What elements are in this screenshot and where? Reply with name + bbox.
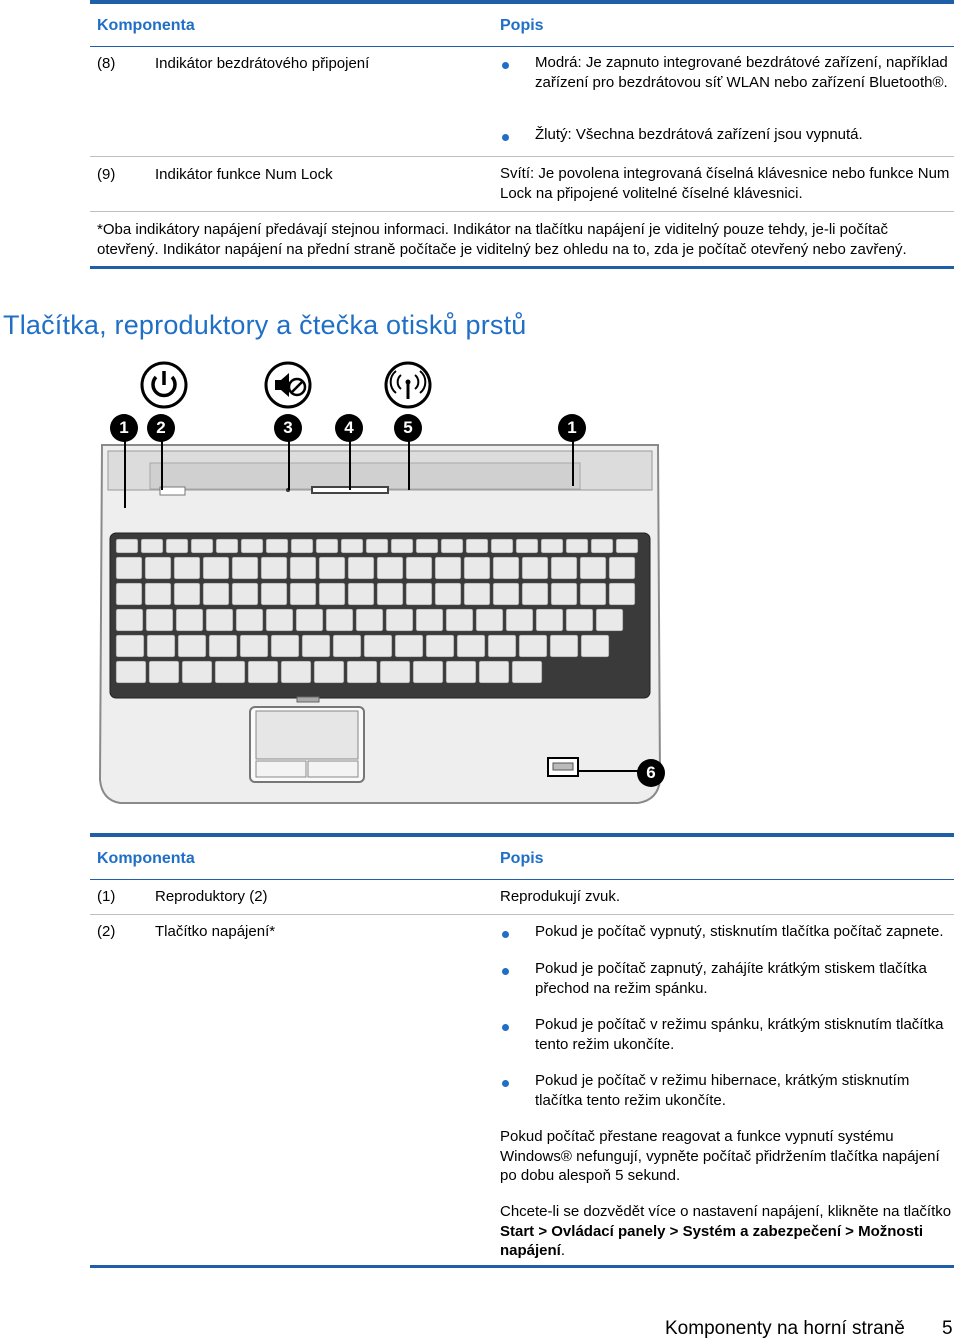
keyboard-key [446,661,476,683]
keyboard-key [232,583,258,605]
keyboard-key [116,661,146,683]
keyboard-key [416,609,443,631]
row-description: Svítí: Je povolena integrovaná číselná klávesnice nebo funkce Num Lock na připojené volitelné číselné klávesnici. [500,165,950,202]
keyboard-key [116,539,138,553]
keyboard-key [536,609,563,631]
callout-6: 6 [637,759,665,787]
callout-line [349,438,351,490]
table1-bottom-rule [90,266,954,269]
keyboard-key [147,635,175,657]
keyboard-key [551,557,577,579]
keyboard-key [386,609,413,631]
keyboard-key [296,609,323,631]
row-paragraph: Pokud počítač přestane reagovat a funkce vypnutí systému Windows® nefungují, vypněte počítač přidržením tlačítka napájení po dobu alespoň 5 sekund. [500,1128,940,1184]
table1-header [90,0,954,47]
row-number: (1) [97,888,116,905]
keyboard-key [261,557,287,579]
path-prefix: Chcete-li se dozvědět více o nastavení napájení, klikněte na tlačítko [500,1203,952,1220]
keyboard-key [203,557,229,579]
row-number: (8) [97,55,116,72]
row-component: Reproduktory (2) [155,888,268,905]
keyboard-key [506,609,533,631]
keyboard-key [541,539,563,553]
callout-3: 3 [274,414,302,442]
callout-4: 4 [335,414,363,442]
bullet-icon [502,968,509,975]
keyboard-key [174,583,200,605]
keyboard-key [377,583,403,605]
row-bullet: Modrá: Je zapnuto integrované bezdrátové zařízení, například zařízení pro bezdrátovou síť WLAN nebo zařízení Bluetooth®. [535,54,948,91]
keyboard-key [493,583,519,605]
keyboard-key [580,557,606,579]
keyboard-key [248,661,278,683]
bullet-icon [502,62,509,69]
keyboard-key [551,583,577,605]
row-number: (2) [97,923,116,940]
keyboard-key [176,609,203,631]
keyboard-key [326,609,353,631]
keyboard-key [116,635,144,657]
keyboard-key [426,635,454,657]
keyboard-key [314,661,344,683]
keyboard-key [476,609,503,631]
keyboard-key [566,539,588,553]
callout-5: 5 [394,414,422,442]
section-title: Tlačítka, reproduktory a čtečka otisků prstů [3,310,527,340]
keyboard-key [581,635,609,657]
path-suffix: . [560,1242,566,1259]
keyboard-key [341,539,363,553]
keyboard-key [216,539,238,553]
keyboard-key [291,539,313,553]
keyboard-key [356,609,383,631]
keyboard-key [391,539,413,553]
bullet-icon [502,134,509,141]
row-component: Indikátor bezdrátového připojení [155,55,370,72]
keyboard-key [348,557,374,579]
keyboard-key [406,557,432,579]
callout-line [161,438,163,490]
row-paragraph-path [500,1202,955,1261]
keyboard-key [178,635,206,657]
callout-line [408,438,410,490]
row-number: (9) [97,166,116,183]
bullet-icon [502,1024,509,1031]
page-number: 5 [942,1318,953,1339]
keyboard-key [522,583,548,605]
table2-header [90,833,954,880]
keyboard-key [609,583,635,605]
row-divider [90,914,954,915]
keyboard-key [281,661,311,683]
keyboard-key [203,583,229,605]
row-component: Indikátor funkce Num Lock [155,166,333,183]
keyboard-key [435,557,461,579]
bullet-icon [502,1080,509,1087]
keyboard-key [347,661,377,683]
keyboard-key [366,539,388,553]
keyboard-key [240,635,268,657]
keyboard-key [241,539,263,553]
keyboard-key [182,661,212,683]
keyboard-key [493,557,519,579]
keyboard-key [512,661,542,683]
keyboard-key [215,661,245,683]
power-icon [142,363,186,407]
keyboard-key [479,661,509,683]
keyboard-key [566,609,593,631]
row-bullet: Pokud je počítač zapnutý, zahájíte krátkým stiskem tlačítka přechod na režim spánku. [535,960,927,997]
keyboard-key [616,539,638,553]
keyboard-key [348,583,374,605]
keyboard-key [580,583,606,605]
keyboard-key [406,583,432,605]
keyboard-key [609,557,635,579]
keyboard-key [236,609,263,631]
wireless-icon [386,363,430,407]
keyboard-key [596,609,623,631]
keyboard-key [145,557,171,579]
keyboard-key [550,635,578,657]
keyboard-key [519,635,547,657]
path-menu: Start > Ovládací panely > Systém a zabezpečení > Možnosti napájení [500,1222,924,1259]
callout-line [288,438,290,490]
keyboard-key [271,635,299,657]
keyboard-key [395,635,423,657]
keyboard-key [166,539,188,553]
keyboard-key [146,609,173,631]
keyboard-key [364,635,392,657]
keyboard-key [488,635,516,657]
keyboard-key [116,609,143,631]
table1-footnote: *Oba indikátory napájení předávají stejnou informaci. Indikátor na tlačítku napájení je viditelný pouze tehdy, je-li počítač otevřený. Indikátor napájení na přední straně počítače je viditelný bez ohledu na to, zda je počítač otevřený nebo zavřený. [97,221,907,258]
keyboard-key [290,583,316,605]
bullet-icon [502,931,509,938]
keyboard-key [141,539,163,553]
keyboard-key [591,539,613,553]
keyboard-key [413,661,443,683]
keyboard-key [446,609,473,631]
keyboard-key [149,661,179,683]
keyboard-key [466,539,488,553]
callout-line [124,438,126,508]
keyboard-key [464,557,490,579]
keyboard-key [435,583,461,605]
keyboard-key [319,557,345,579]
keyboard-key [380,661,410,683]
footer-title: Komponenty na horní straně [665,1318,905,1339]
keyboard-key [316,539,338,553]
keyboard-key [174,557,200,579]
keyboard-key [441,539,463,553]
keyboard-key [464,583,490,605]
keyboard-key [116,583,142,605]
row-bullet: Pokud je počítač v režimu hibernace, krátkým stisknutím tlačítka tento režim ukončíte. [535,1072,910,1109]
keyboard-key [266,609,293,631]
keyboard-key [232,557,258,579]
row-component: Tlačítko napájení* [155,923,276,940]
keyboard-key [261,583,287,605]
keyboard-key [191,539,213,553]
row-divider [90,156,954,157]
callout-line [572,438,574,486]
keyboard-key [416,539,438,553]
mute-icon [266,363,310,407]
keyboard-key [302,635,330,657]
keyboard-key [319,583,345,605]
keyboard-key [290,557,316,579]
row-bullet: Pokud je počítač v režimu spánku, krátkým stisknutím tlačítka tento režim ukončíte. [535,1016,944,1053]
keyboard-key [206,609,233,631]
keyboard-key [266,539,288,553]
table1-header-component: Komponenta [97,17,195,34]
keyboard-key [116,557,142,579]
row-bullet: Pokud je počítač vypnutý, stisknutím tlačítka počítač zapnete. [535,923,944,940]
table2-bottom-rule [90,1265,954,1268]
keyboard-key [491,539,513,553]
keyboard-key [145,583,171,605]
keyboard-key [457,635,485,657]
callout-1-right: 1 [558,414,586,442]
table2-header-component: Komponenta [97,850,195,867]
keyboard-key [522,557,548,579]
callout-1: 1 [110,414,138,442]
keyboard-key [516,539,538,553]
row-description: Reprodukují zvuk. [500,888,621,905]
callout-2: 2 [147,414,175,442]
keyboard-key [377,557,403,579]
row-divider [90,211,954,212]
table2-header-description: Popis [500,850,544,867]
keyboard-key [333,635,361,657]
row-bullet: Žlutý: Všechna bezdrátová zařízení jsou vypnutá. [535,126,863,143]
table1-header-description: Popis [500,17,544,34]
keyboard-key [209,635,237,657]
